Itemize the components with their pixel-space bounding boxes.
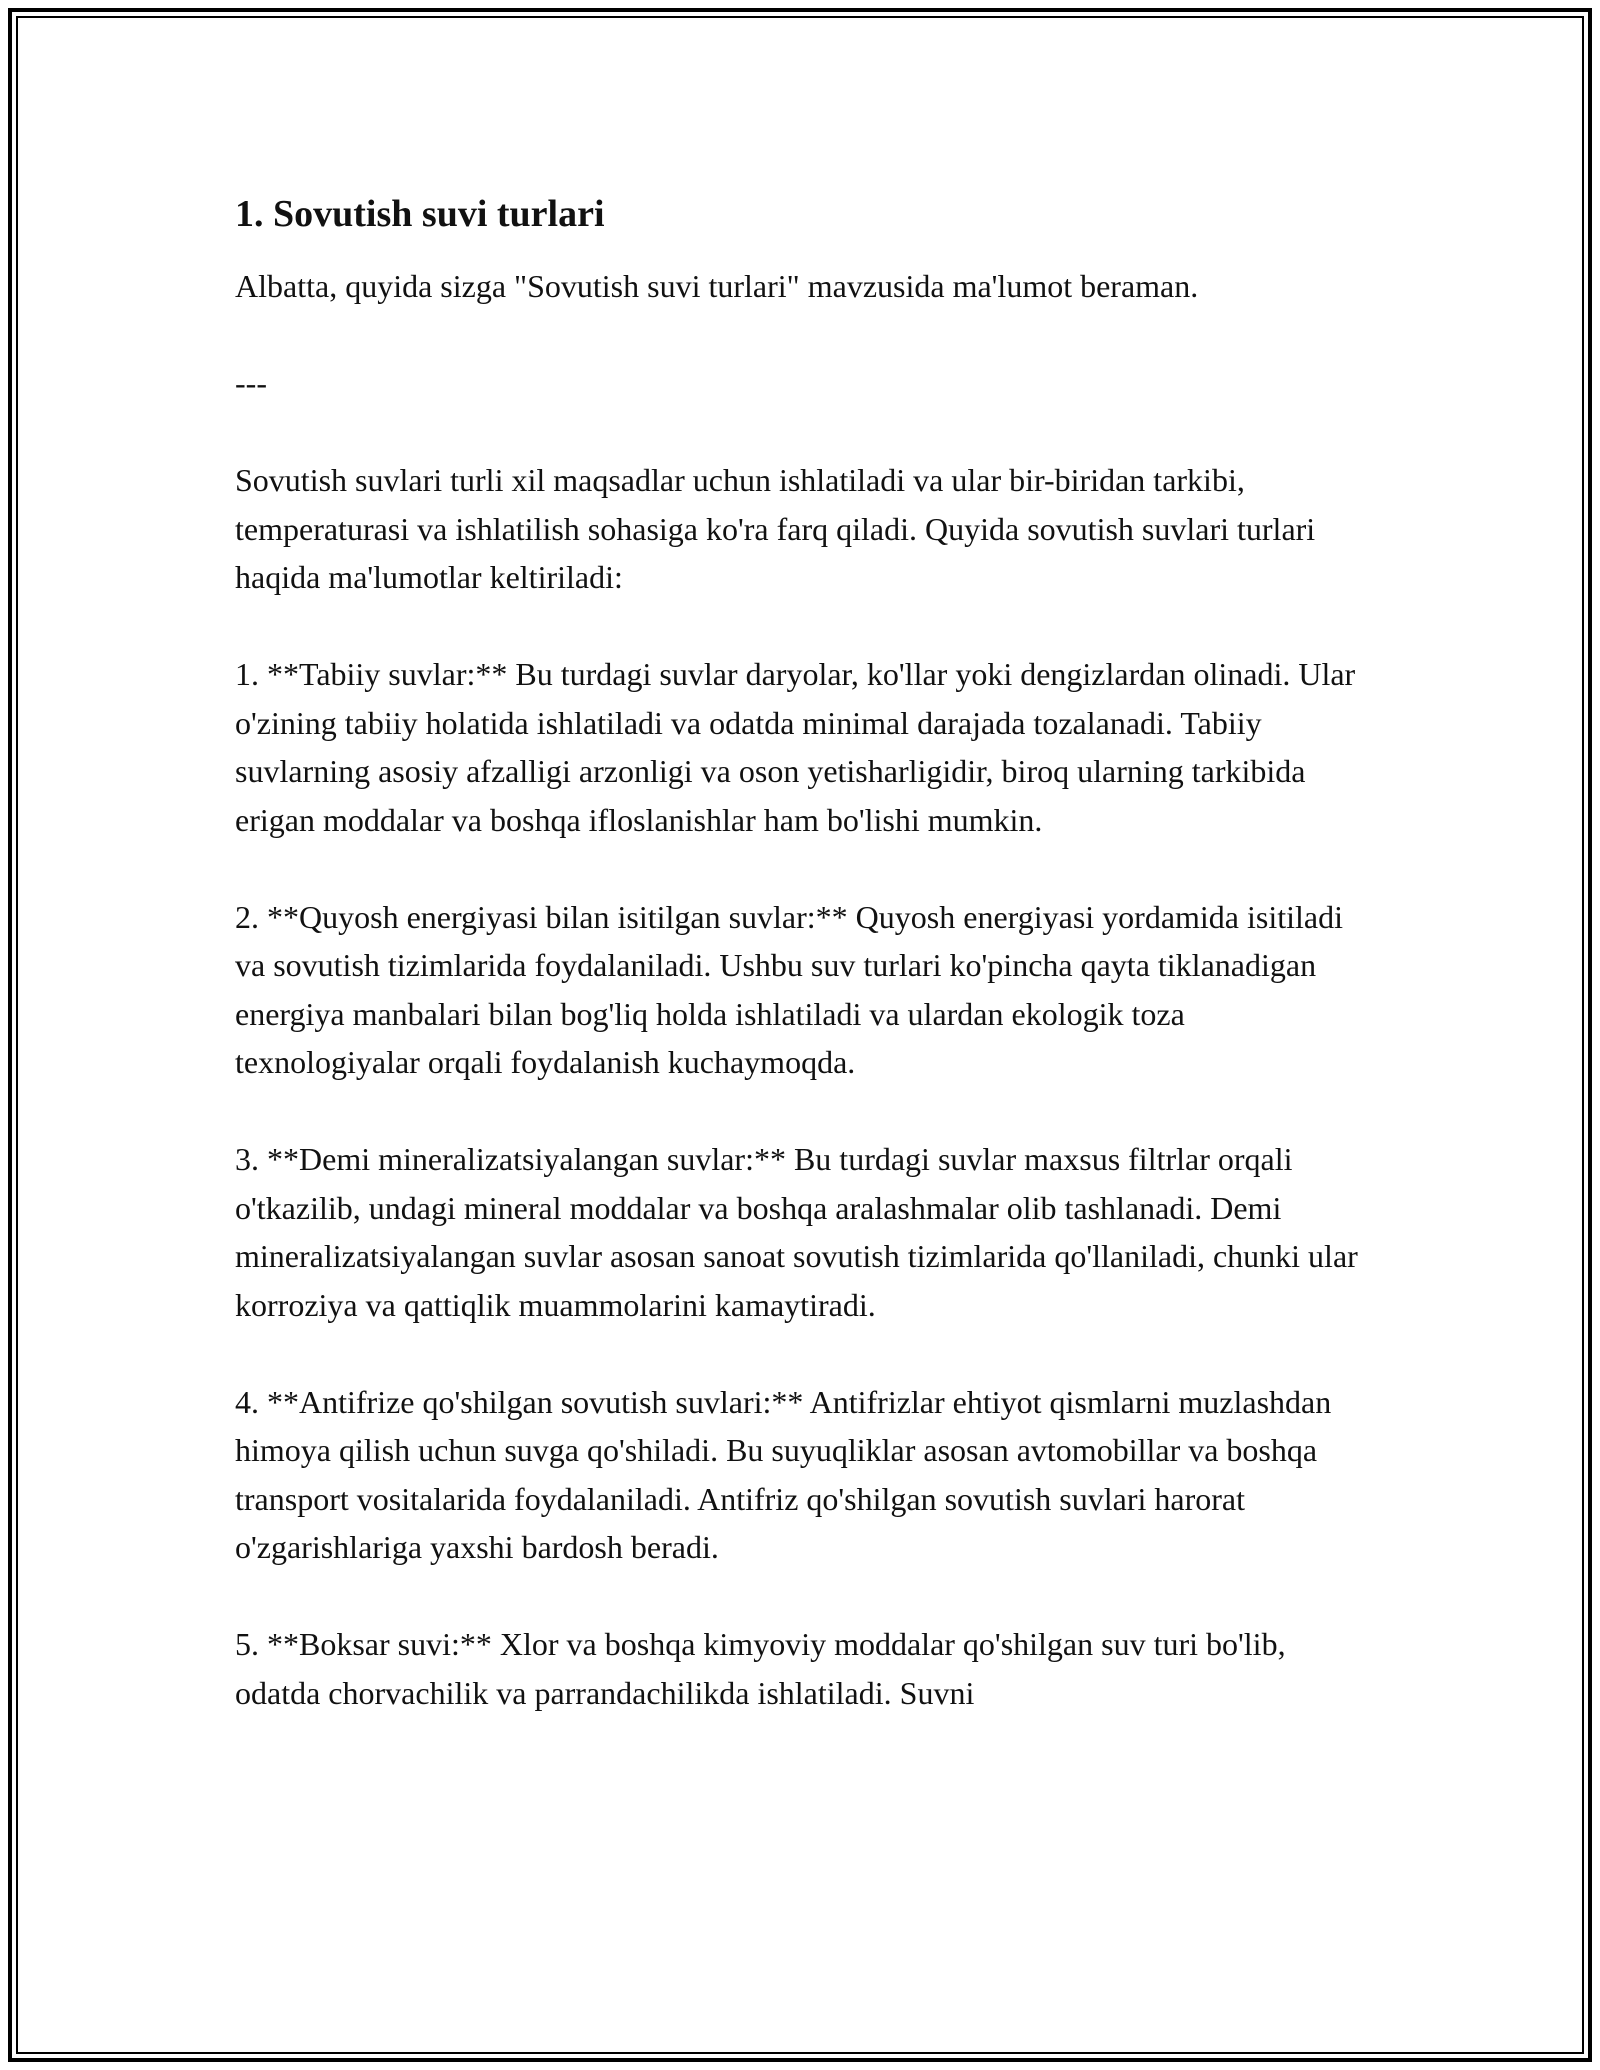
list-item-demi-suvlar: 3. **Demi mineralizatsiyalangan suvlar:** Bu turdagi suvlar maxsus filtrlar orqali o'tkazilib, undagi mineral moddalar va boshqa aralashmalar olib tashlanadi. Demi mineralizatsiyalangan suvlar asosan sanoat sovutish tizimlarida qo'llaniladi, chunki ular korroziya va qattiqlik muammolarini kamaytiradi. xyxy=(235,1141,1358,1323)
document-title: 1. Sovutish suvi turlari xyxy=(235,193,605,235)
list-item-quyosh-suvlar: 2. **Quyosh energiyasi bilan isitilgan suvlar:** Quyosh energiyasi yordamida isitiladi va sovutish tizimlarida foydalaniladi. Ushbu suv turlari ko'pincha qayta tiklanadigan energiya manbalari bilan bog'liq holda ishlatiladi va ulardan ekologik toza texnologiyalar orqali foydalanish kuchaymoqda. xyxy=(235,898,1343,1080)
separator-text: --- xyxy=(235,365,267,401)
list-item-boksar-suvi: 5. **Boksar suvi:** Xlor va boshqa kimyoviy moddalar qo'shilgan suv turi bo'lib, odatda chorvachilik va parrandachilikda ishlatiladi. Suvni xyxy=(235,1626,1286,1711)
list-item-tabiiy-suvlar: 1. **Tabiiy suvlar:** Bu turdagi suvlar daryolar, ko'llar yoki dengizlardan olinadi. Ular o'zining tabiiy holatida ishlatiladi va odatda minimal darajada tozalanadi. Tabiiy suvlarning asosiy afzalligi arzonligi va oson yetisharligidir, biroq ularning tarkibida erigan moddalar va boshqa ifloslanishlar ham bo'lishi mumkin. xyxy=(235,656,1356,838)
list-item-antifrize-suvlar: 4. **Antifrize qo'shilgan sovutish suvlari:** Antifrizlar ehtiyot qismlarni muzlashdan himoya qilish uchun suvga qo'shiladi. Bu suyuqliklar asosan avtomobillar va boshqa transport vositalarida foydalaniladi. Antifriz qo'shilgan sovutish suvlari harorat o'zgarishlariga yaxshi bardosh beradi. xyxy=(235,1383,1332,1565)
overview-paragraph: Sovutish suvlari turli xil maqsadlar uchun ishlatiladi va ular bir-biridan tarkibi, temperaturasi va ishlatilish sohasiga ko'ra farq qiladi. Quyida sovutish suvlari turlari haqida ma'lumotlar keltiriladi: xyxy=(235,462,1316,595)
intro-paragraph: Albatta, quyida sizga "Sovutish suvi turlari" mavzusida ma'lumot beraman. xyxy=(235,268,1199,304)
document-body xyxy=(235,186,1365,1766)
